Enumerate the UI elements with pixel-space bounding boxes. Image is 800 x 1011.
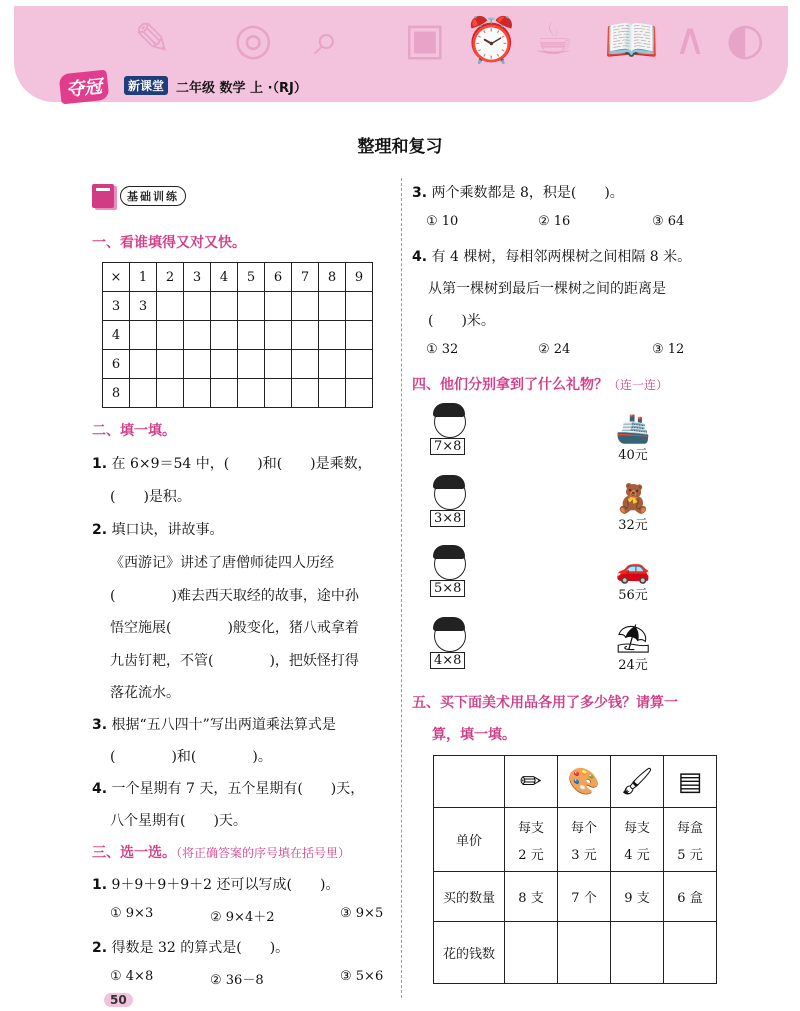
answer-cell[interactable] xyxy=(346,379,373,408)
teddy-bear-icon: 🧸 xyxy=(615,482,651,515)
table-cell: 5 xyxy=(238,263,265,292)
table-row xyxy=(434,872,717,922)
s3-q4-options xyxy=(426,342,684,357)
boy-icon xyxy=(434,406,466,438)
magnifier-icon: ⌕ xyxy=(314,14,339,65)
answer-cell[interactable] xyxy=(130,379,157,408)
gift-3[interactable] xyxy=(608,554,658,603)
s2-q1-line2: ( )是积。 xyxy=(110,489,191,505)
answer-cell[interactable] xyxy=(130,321,157,350)
section-4-title: 四、他们分别拿到了什么礼物？（连一连） xyxy=(412,377,669,393)
section-badge xyxy=(92,184,186,208)
brand-sub: 新课堂 xyxy=(124,76,168,95)
table-row xyxy=(434,922,717,984)
answer-cell[interactable] xyxy=(664,922,717,984)
s3-q3-text: 3. 两个乘数都是 8，积是( )。 xyxy=(412,185,624,201)
answer-cell[interactable] xyxy=(265,292,292,321)
option[interactable]: ① 9×3 xyxy=(110,906,154,921)
backpack-icon: ▣ xyxy=(404,14,446,65)
table-cell: 每个 3 元 xyxy=(558,808,611,872)
gift-price: 56元 xyxy=(618,588,648,603)
table-cell xyxy=(611,756,664,808)
answer-cell[interactable] xyxy=(346,321,373,350)
option[interactable]: ① 10 xyxy=(426,214,459,229)
table-row xyxy=(434,756,717,808)
table-row xyxy=(103,350,373,379)
girl-icon xyxy=(434,548,466,580)
cup-icon: ☕ xyxy=(534,14,574,65)
toy-car-icon: 🚗 xyxy=(615,552,651,585)
answer-cell[interactable] xyxy=(319,350,346,379)
globe-icon: ◐ xyxy=(726,14,765,65)
answer-cell[interactable] xyxy=(238,379,265,408)
answer-cell[interactable] xyxy=(265,350,292,379)
table-cell: 6 xyxy=(265,263,292,292)
book-icon: 📖 xyxy=(604,15,659,66)
answer-cell[interactable] xyxy=(292,321,319,350)
s2-q2-line5: 九齿钉耙，不管( )，把妖怪打得 xyxy=(110,653,359,669)
table-cell: 9 支 xyxy=(611,872,664,922)
answer-cell[interactable] xyxy=(346,292,373,321)
kid-expression: 4×8 xyxy=(430,652,465,669)
table-cell: 2 xyxy=(157,263,184,292)
option[interactable]: ① 32 xyxy=(426,342,459,357)
s3-q3-options xyxy=(426,214,684,229)
option[interactable]: ③ 64 xyxy=(652,214,685,229)
answer-cell[interactable] xyxy=(265,379,292,408)
table-cell: 9 xyxy=(346,263,373,292)
answer-cell[interactable] xyxy=(319,321,346,350)
gift-price: 24元 xyxy=(618,658,648,673)
answer-cell[interactable] xyxy=(157,321,184,350)
s3-q2-text: 2. 得数是 32 的算式是( )。 xyxy=(92,940,290,956)
kid-2[interactable] xyxy=(430,478,468,527)
s3-q1-text: 1. 9＋9＋9＋9＋2 还可以写成( )。 xyxy=(92,877,340,893)
answer-cell[interactable] xyxy=(184,292,211,321)
table-cell: 每支 2 元 xyxy=(505,808,558,872)
table-cell: 3 xyxy=(184,263,211,292)
table-cell: 6 xyxy=(103,350,130,379)
answer-cell[interactable] xyxy=(157,379,184,408)
answer-cell[interactable] xyxy=(211,292,238,321)
s2-q2-line1: 2. 填口诀，讲故事。 xyxy=(92,522,224,538)
page-number: 50 xyxy=(104,993,133,1007)
answer-cell[interactable] xyxy=(184,379,211,408)
section-3-title: 三、选一选。（将正确答案的序号填在括号里） xyxy=(92,845,351,861)
answer-cell[interactable] xyxy=(319,292,346,321)
s3-q4-line3: ( )米。 xyxy=(428,313,495,329)
gift-price: 32元 xyxy=(618,518,648,533)
multiplication-table xyxy=(102,262,373,408)
kid-3[interactable] xyxy=(430,548,468,597)
kid-expression: 5×8 xyxy=(430,580,465,597)
table-header-row xyxy=(103,263,373,292)
answer-cell[interactable] xyxy=(184,350,211,379)
girl-icon xyxy=(434,620,466,652)
s3-q4-line2: 从第一棵树到最后一棵树之间的距离是 xyxy=(428,281,666,297)
table-cell: 8 xyxy=(319,263,346,292)
table-cell: 每盒 5 元 xyxy=(664,808,717,872)
table-row xyxy=(103,379,373,408)
answer-cell[interactable] xyxy=(558,922,611,984)
table-cell: 3 xyxy=(103,292,130,321)
table-cell xyxy=(558,756,611,808)
table-cell: 7 个 xyxy=(558,872,611,922)
answer-cell[interactable] xyxy=(346,350,373,379)
table-cell: 4 xyxy=(211,263,238,292)
answer-cell[interactable] xyxy=(211,379,238,408)
gift-2[interactable] xyxy=(608,484,658,533)
answer-cell[interactable] xyxy=(130,350,157,379)
table-cell xyxy=(434,756,505,808)
answer-cell[interactable] xyxy=(157,350,184,379)
table-cell: 每支 4 元 xyxy=(611,808,664,872)
s2-q4-line2: 八个星期有( )天。 xyxy=(110,813,247,829)
badge-label: 基础训练 xyxy=(120,186,186,206)
answer-cell[interactable] xyxy=(505,922,558,984)
table-cell: 4 xyxy=(103,321,130,350)
s2-q3-line2: ( )和( )。 xyxy=(110,749,272,765)
page-title: 整理和复习 xyxy=(357,137,443,157)
answer-cell[interactable] xyxy=(319,379,346,408)
answer-cell[interactable] xyxy=(211,350,238,379)
submarine-icon: 🚢 xyxy=(615,412,651,445)
option[interactable]: ② 24 xyxy=(538,342,571,357)
table-cell: × xyxy=(103,263,130,292)
answer-cell[interactable] xyxy=(184,321,211,350)
compass-icon: ∧ xyxy=(674,14,707,65)
s2-q2-line4: 悟空施展( )般变化，猪八戒拿着 xyxy=(110,620,359,636)
answer-cell[interactable] xyxy=(611,922,664,984)
palette-icon: 🎨 xyxy=(567,766,601,797)
art-supplies-table xyxy=(433,755,717,984)
pencil-icon: ✎ xyxy=(134,14,171,65)
glasses-icon: ◎ xyxy=(234,14,273,65)
grade-subject: 二年级 数学 上 ·（RJ） xyxy=(176,81,307,96)
s2-q2-line6: 落花流水。 xyxy=(110,685,180,701)
answer-cell[interactable] xyxy=(211,321,238,350)
option[interactable]: ③ 5×6 xyxy=(340,969,384,984)
option[interactable]: ① 4×8 xyxy=(110,969,154,984)
kid-1[interactable] xyxy=(430,406,468,455)
table-cell: 7 xyxy=(292,263,319,292)
answer-cell[interactable] xyxy=(238,321,265,350)
table-cell: 8 xyxy=(103,379,130,408)
slide-icon: ⛱ xyxy=(615,622,651,655)
option[interactable]: ② 16 xyxy=(538,214,571,229)
table-cell[interactable]: 3 xyxy=(130,292,157,321)
option[interactable]: ② 36－8 xyxy=(210,973,264,988)
kid-expression: 7×8 xyxy=(430,438,465,455)
answer-cell[interactable] xyxy=(292,379,319,408)
section-5-title-line2: 算，填一填。 xyxy=(432,727,516,743)
table-cell: 6 盒 xyxy=(664,872,717,922)
table-row xyxy=(103,321,373,350)
row-label: 花的钱数 xyxy=(434,922,505,984)
kid-4[interactable] xyxy=(430,620,468,669)
crayon-icon: ✏ xyxy=(520,766,542,797)
kid-expression: 3×8 xyxy=(430,510,465,527)
s2-q3-line1: 3. 根据“五八四十”写出两道乘法算式是 xyxy=(92,717,336,733)
option[interactable]: ② 9×4＋2 xyxy=(210,910,275,925)
column-divider xyxy=(401,178,402,998)
books-icon xyxy=(92,184,114,208)
brand-logo: 夺冠 xyxy=(59,70,110,105)
section-5-title-line1: 五、买下面美术用品各用了多少钱？请算一 xyxy=(412,695,678,711)
table-cell xyxy=(664,756,717,808)
answer-cell[interactable] xyxy=(265,321,292,350)
gift-1[interactable] xyxy=(608,414,658,463)
answer-cell[interactable] xyxy=(238,350,265,379)
row-label: 单价 xyxy=(434,808,505,872)
answer-cell[interactable] xyxy=(238,292,265,321)
paint-box-icon: ▤ xyxy=(677,766,703,797)
option[interactable]: ③ 12 xyxy=(652,342,685,357)
gift-4[interactable] xyxy=(608,624,658,673)
gift-price: 40元 xyxy=(618,448,648,463)
option[interactable]: ③ 9×5 xyxy=(340,906,384,921)
table-cell: 1 xyxy=(130,263,157,292)
alarm-clock-icon: ⏰ xyxy=(464,15,519,66)
table-row xyxy=(434,808,717,872)
s2-q2-line2: 《西游记》讲述了唐僧师徒四人历经 xyxy=(110,555,334,571)
brush-icon: 🖌 xyxy=(620,766,654,797)
girl-icon xyxy=(434,478,466,510)
s2-q4-line1: 4. 一个星期有 7 天，五个星期有( )天， xyxy=(92,781,365,797)
table-cell: 8 支 xyxy=(505,872,558,922)
table-row xyxy=(103,292,373,321)
section-2-title: 二、填一填。 xyxy=(92,423,176,439)
answer-cell[interactable] xyxy=(292,292,319,321)
answer-cell[interactable] xyxy=(157,292,184,321)
s3-q4-line1: 4. 有 4 棵树，每相邻两棵树之间相隔 8 米。 xyxy=(412,249,692,265)
s3-q1-options xyxy=(110,906,383,925)
row-label: 买的数量 xyxy=(434,872,505,922)
section-1-title: 一、看谁填得又对又快。 xyxy=(92,235,246,251)
table-cell xyxy=(505,756,558,808)
s2-q2-line3: ( )难去西天取经的故事，途中孙 xyxy=(110,588,359,604)
answer-cell[interactable] xyxy=(292,350,319,379)
s2-q1-line1: 1. 在 6×9＝54 中，( )和( )是乘数， xyxy=(92,456,372,472)
s3-q2-options xyxy=(110,969,383,988)
